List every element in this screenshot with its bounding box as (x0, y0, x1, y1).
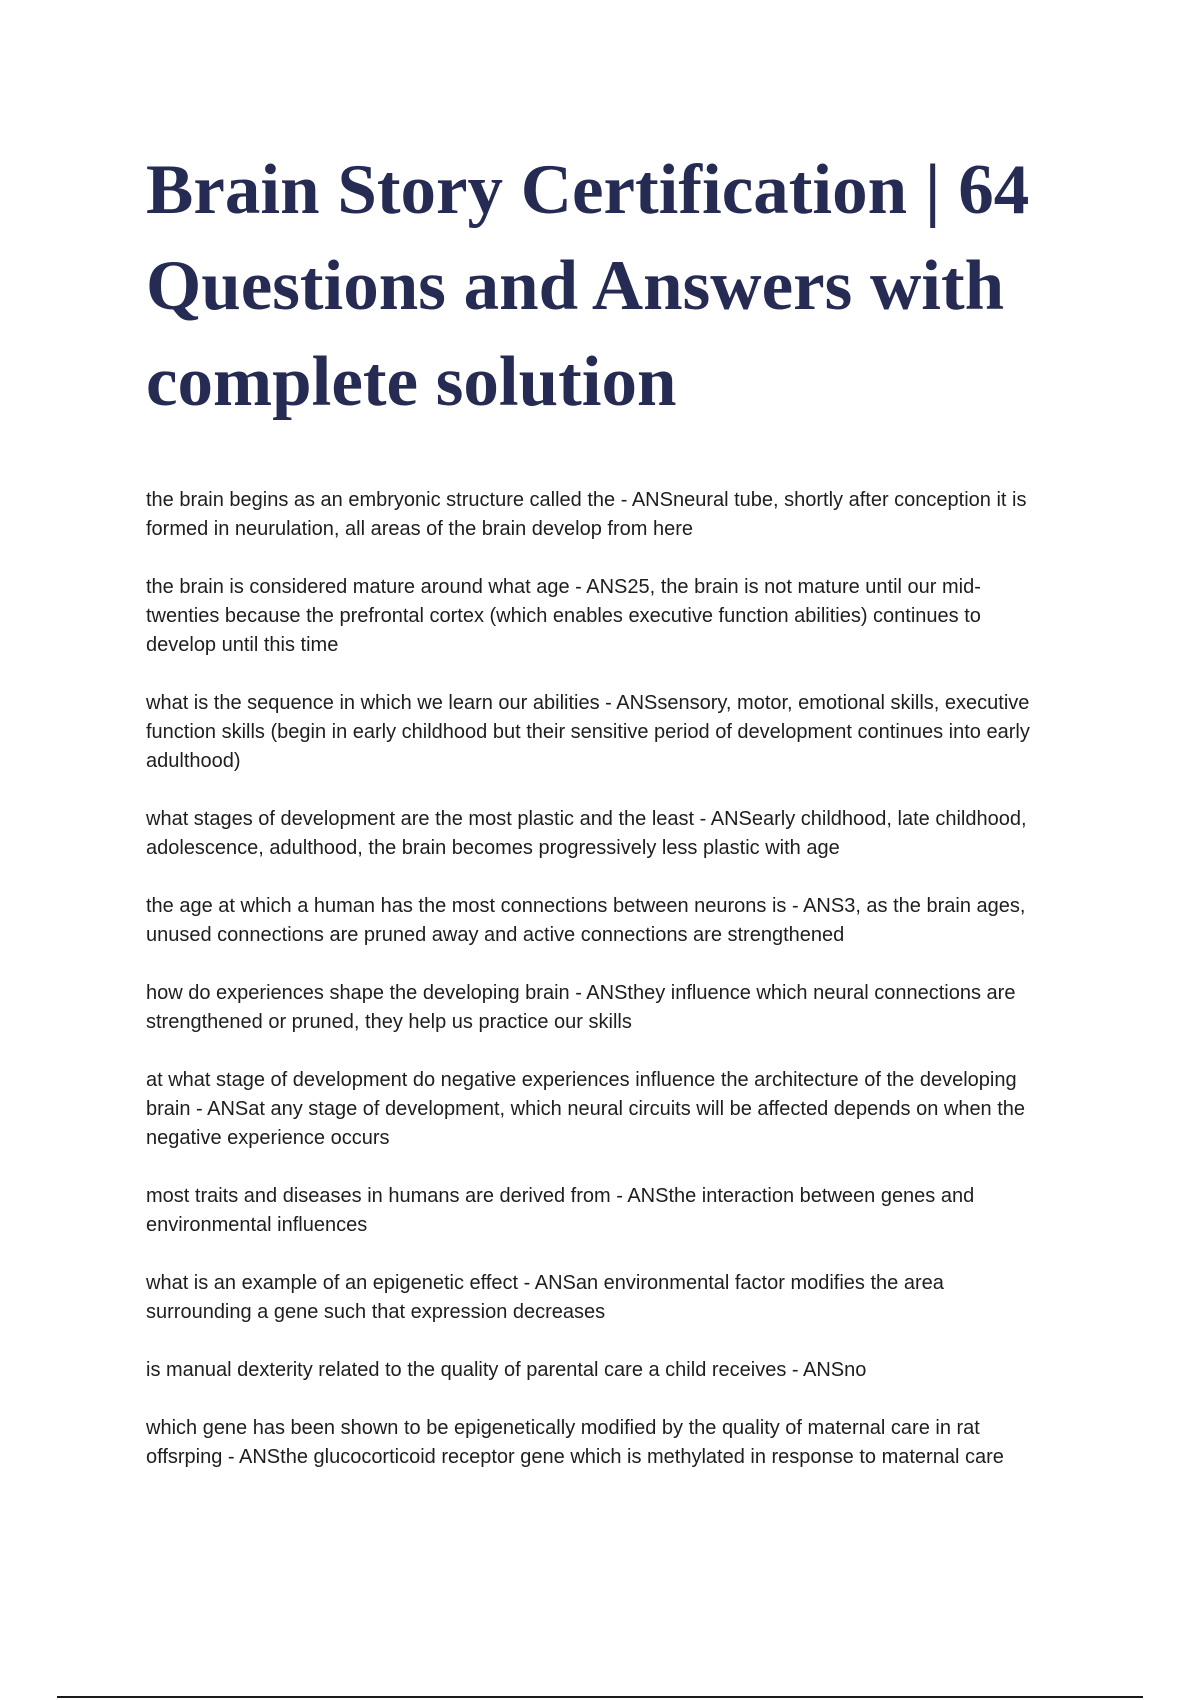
qa-item: the brain begins as an embryonic structure called the - ANSneural tube, shortly after conception it is formed in neurulation, all areas of the brain develop from here (146, 489, 1027, 540)
qa-list (146, 486, 1046, 1501)
qa-item: how do experiences shape the developing brain - ANSthey influence which neural connections are strengthened or pruned, they help us practice our skills (146, 982, 1016, 1033)
qa-item: at what stage of development do negative experiences influence the architecture of the developing brain - ANSat any stage of development, which neural circuits will be affected depends on when the negative experience occurs (146, 1069, 1026, 1149)
qa-item: which gene has been shown to be epigenetically modified by the quality of maternal care in rat offsrping - ANSthe glucocorticoid receptor gene which is methylated in response to maternal care (146, 1417, 1004, 1468)
qa-item: the age at which a human has the most connections between neurons is - ANS3, as the brain ages, unused connections are pruned away and active connections are strengthened (146, 895, 1026, 946)
qa-item: the brain is considered mature around what age - ANS25, the brain is not mature until our mid-twenties because the prefrontal cortex (which enables executive function abilities) continues to develop until this time (146, 576, 981, 656)
qa-item: what is an example of an epigenetic effect - ANSan environmental factor modifies the area surrounding a gene such that expression decreases (146, 1272, 944, 1323)
qa-item: most traits and diseases in humans are derived from - ANSthe interaction between genes and environmental influences (146, 1185, 975, 1236)
page-bottom-divider (57, 1696, 1143, 1698)
qa-item: what is the sequence in which we learn our abilities - ANSsensory, motor, emotional skills, executive function skills (begin in early childhood but their sensitive period of development continues into early adulthood) (146, 692, 1030, 772)
qa-item: what stages of development are the most plastic and the least - ANSearly childhood, late childhood, adolescence, adulthood, the brain becomes progressively less plastic with age (146, 808, 1027, 859)
qa-item: is manual dexterity related to the quality of parental care a child receives - ANSno (146, 1359, 867, 1381)
page-title: Brain Story Certification | 64 Questions and Answers with complete solution (146, 151, 1030, 421)
